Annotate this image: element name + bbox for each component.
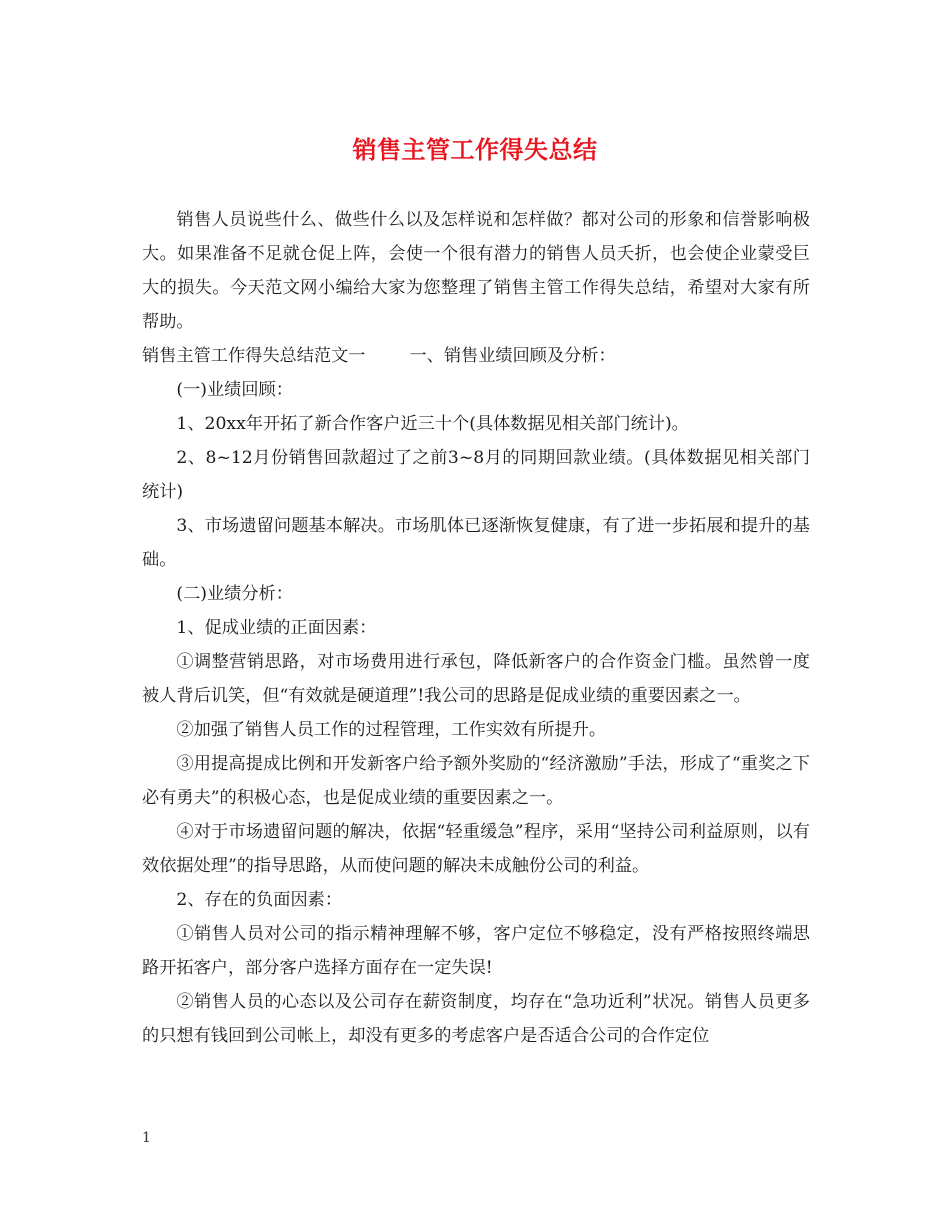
paragraph-positive-1: ①调整营销思路，对市场费用进行承包，降低新客户的合作资金门槛。虽然曾一度被人背后讥笑，但“有效就是硬道理”!我公司的思路是促成业绩的重要因素之一。 [142,652,810,706]
paragraph-positive-factors: 1、促成业绩的正面因素： [176,618,377,638]
paragraph-payment-collection: 2、8~12月份销售回款超过了之前3~8月的同期回款业绩。(具体数据见相关部门统计) [142,448,810,502]
document-title: 销售主管工作得失总结 [352,135,598,164]
paragraph-positive-3: ③用提高提成比例和开发新客户给予额外奖励的“经济激励”手法，形成了“重奖之下必有勇夫”的积极心态，也是促成业绩的重要因素之一。 [142,754,810,808]
paragraph-performance-review: (一)业绩回顾： [176,380,293,400]
paragraph-market-issues: 3、市场遗留问题基本解决。市场肌体已逐渐恢复健康，有了进一步拓展和提升的基础。 [142,516,810,570]
document-body [142,203,810,1053]
section-heading-right: 一、销售业绩回顾及分析： [409,346,616,366]
section-heading-left: 销售主管工作得失总结范文一 [142,346,366,366]
paragraph-negative-factors: 2、存在的负面因素： [176,890,343,910]
page-number: 1 [142,1130,151,1146]
paragraph-positive-2: ②加强了销售人员工作的过程管理，工作实效有所提升。 [176,720,607,740]
paragraph-new-clients: 1、20xx年开拓了新合作客户近三十个(具体数据见相关部门统计)。 [176,414,689,434]
intro-paragraph: 销售人员说些什么、做些什么以及怎样说和怎样做？都对公司的形象和信誉影响极大。如果准备不足就仓促上阵，会使一个很有潜力的销售人员夭折，也会使企业蒙受巨大的损失。今天范文网小编给大家为您整理了销售主管工作得失总结，希望对大家有所帮助。 [142,210,810,332]
paragraph-positive-4: ④对于市场遗留问题的解决，依据“轻重缓急”程序，采用“坚持公司利益原则，以有效依据处理”的指导思路，从而使问题的解决未成触份公司的利益。 [142,822,810,876]
paragraph-performance-analysis: (二)业绩分析： [176,584,293,604]
section-heading [142,339,810,373]
paragraph-negative-1: ①销售人员对公司的指示精神理解不够，客户定位不够稳定，没有严格按照终端思路开拓客户，部分客户选择方面存在一定失误! [142,924,810,978]
paragraph-negative-2: ②销售人员的心态以及公司存在薪资制度，均存在“急功近利”状况。销售人员更多的只想有钱回到公司帐上，却没有更多的考虑客户是否适合公司的合作定位 [142,992,810,1046]
